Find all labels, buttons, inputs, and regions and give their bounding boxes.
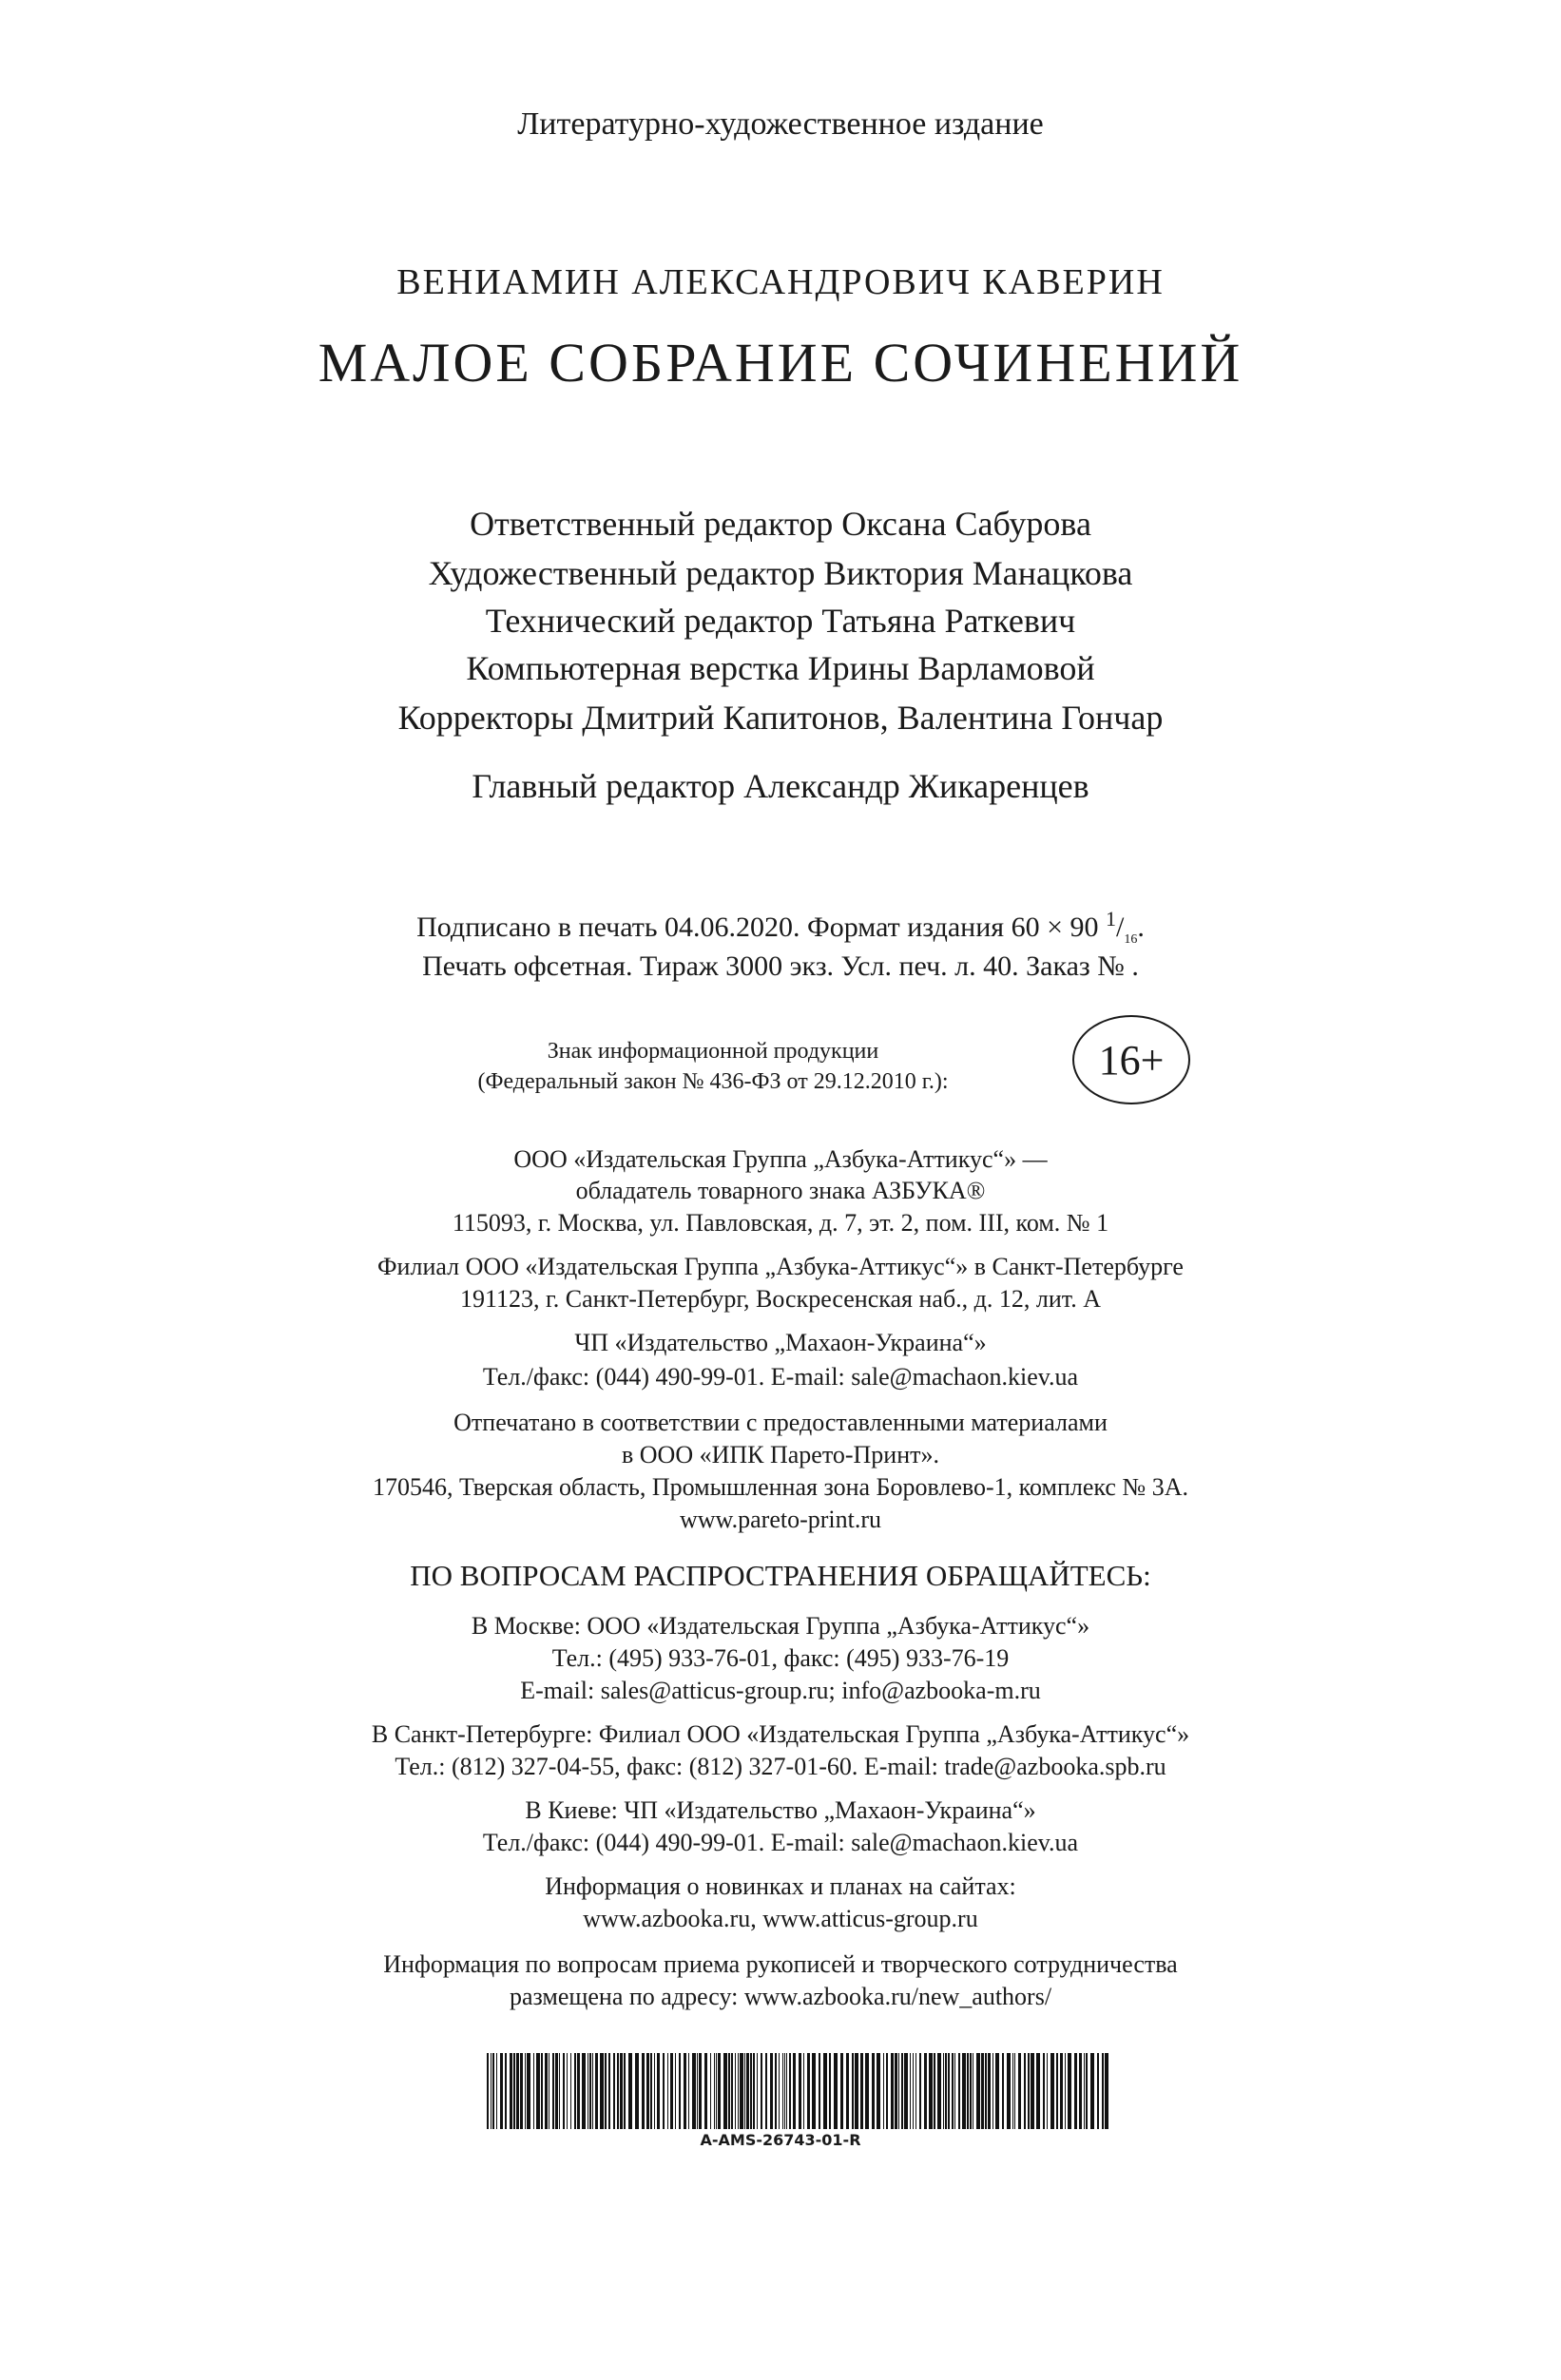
barcode-bar xyxy=(962,2053,966,2129)
barcode-bar xyxy=(675,2053,676,2129)
barcode-bar xyxy=(620,2053,623,2129)
barcode-bar xyxy=(934,2053,935,2129)
author-name: ВЕНИАМИН АЛЕКСАНДРОВИЧ КАВЕРИН xyxy=(396,262,1165,302)
imprint-line: 115093, г. Москва, ул. Павловская, д. 7, эт. 2, пом. III, ком. № 1 xyxy=(452,1209,1109,1237)
distribution-heading: ПО ВОПРОСАМ РАСПРОСТРАНЕНИЯ ОБРАЩАЙТЕСЬ: xyxy=(410,1559,1151,1592)
barcode-bar xyxy=(819,2053,820,2129)
barcode-bar xyxy=(608,2053,610,2129)
barcode-bar xyxy=(684,2053,686,2129)
barcode-bar xyxy=(1047,2053,1048,2129)
barcode-bar xyxy=(1090,2053,1094,2129)
barcode-bar xyxy=(1102,2053,1104,2129)
barcode-bar xyxy=(901,2053,903,2129)
print-info-text: Подписано в печать 04.06.2020. Формат издания 60 × 90 xyxy=(416,912,1099,943)
barcode-bar xyxy=(904,2053,908,2129)
distribution-line: Тел.: (812) 327-04-55, факс: (812) 327-01-60. E-mail: trade@azbooka.spb.ru xyxy=(395,1753,1166,1780)
barcode-bar xyxy=(872,2053,875,2129)
barcode-bar xyxy=(995,2053,999,2129)
age-label-text xyxy=(418,1036,1008,1097)
barcode-bar xyxy=(744,2053,745,2129)
barcode-bar xyxy=(852,2053,854,2129)
credit-line: Корректоры Дмитрий Капитонов, Валентина Гончар xyxy=(397,699,1164,737)
barcode-bar xyxy=(617,2053,619,2129)
barcode-bar xyxy=(915,2053,916,2129)
barcode-bar xyxy=(699,2053,702,2129)
barcode-bar xyxy=(527,2053,530,2129)
barcode-bar xyxy=(650,2053,652,2129)
barcode-bar xyxy=(723,2053,727,2129)
barcode-bar xyxy=(704,2053,707,2129)
barcode-bar xyxy=(945,2053,947,2129)
barcode-bar xyxy=(738,2053,739,2129)
barcode-bar xyxy=(1028,2053,1030,2129)
barcode-bar xyxy=(1002,2053,1004,2129)
barcode-bar xyxy=(541,2053,543,2129)
barcode-bar xyxy=(823,2053,827,2129)
barcode-bar xyxy=(582,2053,586,2129)
barcode-bar xyxy=(1031,2053,1034,2129)
barcode-bar xyxy=(1097,2053,1099,2129)
imprint-line: Тел./факс: (044) 490-99-01. E-mail: sale@machaon.kiev.ua xyxy=(482,1363,1079,1391)
barcode-bar xyxy=(697,2053,698,2129)
distribution-line: E-mail: sales@atticus-group.ru; info@azbooka-m.ru xyxy=(520,1677,1041,1704)
imprint-line: ЧП «Издательство „Махаон-Украина“» xyxy=(574,1329,987,1356)
barcode-bar xyxy=(663,2053,665,2129)
barcode-bar xyxy=(954,2053,955,2129)
barcode-bar xyxy=(1074,2053,1077,2129)
distribution-line: В Санкт-Петербурге: Филиал ООО «Издательская Группа „Азбука-Аттикус“» xyxy=(371,1720,1190,1748)
print-info-suffix: . xyxy=(1137,912,1145,943)
barcode-bar xyxy=(1024,2053,1026,2129)
age-label-line: (Федеральный закон № 436-ФЗ от 29.12.2010 г.): xyxy=(477,1069,949,1094)
barcode-bar xyxy=(958,2053,960,2129)
credit-line: Ответственный редактор Оксана Сабурова xyxy=(470,505,1091,543)
barcode-bar xyxy=(753,2053,755,2129)
barcode-bar xyxy=(1086,2053,1088,2129)
barcode-bar xyxy=(555,2053,558,2129)
barcode-bar xyxy=(860,2053,863,2129)
barcode-bar xyxy=(886,2053,888,2129)
barcode-bar xyxy=(919,2053,921,2129)
barcode-bar xyxy=(877,2053,880,2129)
barcode-bar xyxy=(1012,2053,1013,2129)
barcode-bar xyxy=(784,2053,785,2129)
distribution-line: Информация о новинках и планах на сайтах: xyxy=(545,1872,1016,1900)
barcode-bar xyxy=(765,2053,767,2129)
barcode-bar xyxy=(589,2053,591,2129)
barcode-bar xyxy=(500,2053,503,2129)
barcode-bar xyxy=(525,2053,526,2129)
age-rating-badge: 16+ xyxy=(1072,1015,1190,1104)
barcode-bar xyxy=(924,2053,927,2129)
barcode-bar xyxy=(840,2053,843,2129)
barcode-bar xyxy=(782,2053,783,2129)
barcode-bar xyxy=(628,2053,632,2129)
barcode-bar xyxy=(1084,2053,1085,2129)
barcode-bar xyxy=(516,2053,519,2129)
barcode-bar xyxy=(981,2053,984,2129)
edition-type: Литературно-художественное издание xyxy=(517,106,1044,142)
imprint-line: Отпечатано в соответствии с предоставленными материалами xyxy=(453,1409,1108,1436)
barcode-bar xyxy=(728,2053,730,2129)
barcode-bar xyxy=(563,2053,565,2129)
barcode-bar xyxy=(895,2053,897,2129)
barcode-bar xyxy=(492,2053,494,2129)
print-info-line2: Печать офсетная. Тираж 3000 экз. Усл. печ. л. 40. Заказ № . xyxy=(422,950,1139,982)
barcode-bar xyxy=(988,2053,991,2129)
barcode-bar xyxy=(735,2053,736,2129)
distribution-line: В Москве: ООО «Издательская Группа „Азбука-Аттикус“» xyxy=(471,1612,1090,1640)
barcode-bar xyxy=(496,2053,497,2129)
barcode-bar xyxy=(570,2053,571,2129)
barcode-bar xyxy=(948,2053,950,2129)
barcode-bar xyxy=(793,2053,796,2129)
barcode-bar xyxy=(807,2053,810,2129)
barcode-bar xyxy=(559,2053,560,2129)
barcode-bar xyxy=(750,2053,752,2129)
barcode-bar xyxy=(789,2053,791,2129)
barcode-bar xyxy=(567,2053,568,2129)
book-title: МАЛОЕ СОБРАНИЕ СОЧИНЕНИЙ xyxy=(318,332,1243,393)
format-fraction-denominator: 16 xyxy=(1124,932,1138,947)
distribution-line: Тел./факс: (044) 490-99-01. E-mail: sale@machaon.kiev.ua xyxy=(482,1829,1079,1856)
barcode-bar xyxy=(718,2053,721,2129)
distribution-line: В Киеве: ЧП «Издательство „Махаон-Украина“» xyxy=(525,1796,1036,1824)
credit-line: Художественный редактор Виктория Манацкова xyxy=(428,554,1133,592)
distribution-line: Информация по вопросам приема рукописей и творческого сотрудничества xyxy=(383,1950,1178,1978)
barcode-bar xyxy=(1007,2053,1011,2129)
barcode-bar xyxy=(646,2053,649,2129)
barcode-bar xyxy=(714,2053,715,2129)
barcode-bar xyxy=(533,2053,534,2129)
barcode-bar xyxy=(943,2053,944,2129)
barcode-bar xyxy=(891,2053,894,2129)
print-info-line1: Подписано в печать 04.06.2020. Формат издания 60 × 90 $^1/_{16}$. xyxy=(416,907,1145,947)
barcode-bar xyxy=(635,2053,639,2129)
barcode-bar xyxy=(710,2053,711,2129)
barcode-bar xyxy=(970,2053,972,2129)
imprint-line: обладатель товарного знака АЗБУКА® xyxy=(575,1177,986,1204)
barcode-bar xyxy=(803,2053,804,2129)
barcode-bar xyxy=(812,2053,816,2129)
barcode-bar xyxy=(1068,2053,1071,2129)
barcode-bar xyxy=(913,2053,914,2129)
barcode-bar xyxy=(757,2053,758,2129)
barcode-bar xyxy=(536,2053,540,2129)
barcode-bar xyxy=(716,2053,717,2129)
barcode-bar xyxy=(642,2053,645,2129)
barcode-bar xyxy=(520,2053,523,2129)
barcode-bar xyxy=(545,2053,548,2129)
imprint-line: в ООО «ИПК Парето-Принт». xyxy=(621,1441,939,1468)
barcode-bar xyxy=(976,2053,980,2129)
barcode-bar xyxy=(510,2053,512,2129)
credit-line: Технический редактор Татьяна Раткевич xyxy=(485,602,1076,640)
barcode-bar xyxy=(487,2053,489,2129)
imprint-line: Филиал ООО «Издательская Группа „Азбука-Аттикус“» в Санкт-Петербурге xyxy=(377,1253,1184,1280)
barcode-bar xyxy=(577,2053,580,2129)
barcode-bar xyxy=(667,2053,668,2129)
barcode-bar xyxy=(929,2053,933,2129)
barcode-bar xyxy=(746,2053,749,2129)
chief-editor-line: Главный редактор Александр Жикаренцев xyxy=(472,767,1089,805)
barcode-bar xyxy=(937,2053,941,2129)
barcode-bar xyxy=(595,2053,598,2129)
barcode-label: A-AMS-26743-01-R xyxy=(700,2131,861,2149)
barcode-bar xyxy=(552,2053,554,2129)
imprint-line: 191123, г. Санкт-Петербург, Воскресенская наб., д. 12, лит. А xyxy=(460,1285,1101,1313)
barcode-bar xyxy=(657,2053,660,2129)
barcode-bar xyxy=(1036,2053,1040,2129)
barcode-bar xyxy=(883,2053,884,2129)
barcode-bar xyxy=(1050,2053,1054,2129)
barcode-bar xyxy=(1014,2053,1015,2129)
barcode-bar xyxy=(898,2053,899,2129)
barcode-bar xyxy=(1079,2053,1082,2129)
barcode-bar xyxy=(731,2053,733,2129)
imprint-line: ООО «Издательская Группа „Азбука-Аттикус“» — xyxy=(513,1145,1048,1173)
credit-line: Компьютерная верстка Ирины Варламовой xyxy=(466,649,1095,687)
barcode xyxy=(487,2053,1114,2129)
barcode-bar xyxy=(513,2053,515,2129)
barcode-bar xyxy=(786,2053,787,2129)
distribution-line: размещена по адресу: www.azbooka.ru/new_authors/ xyxy=(509,1983,1052,2010)
barcode-bar xyxy=(605,2053,607,2129)
barcode-bar xyxy=(846,2053,849,2129)
barcode-bar xyxy=(670,2053,673,2129)
age-label-line: Знак информационной продукции xyxy=(547,1039,879,1064)
distribution-line: Тел.: (495) 933-76-01, факс: (495) 933-76-19 xyxy=(551,1644,1010,1672)
barcode-bar xyxy=(600,2053,604,2129)
barcode-bar xyxy=(679,2053,681,2129)
format-fraction-numerator: 1 xyxy=(1106,907,1117,931)
barcode-bar xyxy=(967,2053,969,2129)
barcode-bar xyxy=(985,2053,987,2129)
barcode-bar xyxy=(829,2053,831,2129)
barcode-bar xyxy=(855,2053,858,2129)
barcode-bar xyxy=(1065,2053,1066,2129)
barcode-bar xyxy=(574,2053,576,2129)
barcode-bar xyxy=(770,2053,773,2129)
barcode-bar xyxy=(779,2053,780,2129)
barcode-bar xyxy=(1105,2053,1108,2129)
barcode-bar xyxy=(775,2053,777,2129)
barcode-bar xyxy=(865,2053,869,2129)
barcode-bar xyxy=(992,2053,993,2129)
barcode-bar xyxy=(688,2053,689,2129)
barcode-bar xyxy=(505,2053,507,2129)
distribution-line: www.azbooka.ru, www.atticus-group.ru xyxy=(583,1905,978,1932)
barcode-bar xyxy=(1043,2053,1045,2129)
barcode-bar xyxy=(799,2053,801,2129)
barcode-bar xyxy=(952,2053,954,2129)
barcode-bar xyxy=(624,2053,626,2129)
barcode-bar xyxy=(1060,2053,1063,2129)
barcode-bar xyxy=(692,2053,696,2129)
barcode-bar xyxy=(1056,2053,1058,2129)
barcode-bar xyxy=(613,2053,615,2129)
barcode-bar xyxy=(592,2053,593,2129)
imprint-line: www.pareto-print.ru xyxy=(679,1506,882,1533)
barcode-bar xyxy=(910,2053,911,2129)
barcode-bar xyxy=(761,2053,762,2129)
barcode-bar xyxy=(834,2053,838,2129)
imprint-line: 170546, Тверская область, Промышленная зона Боровлево-1, комплекс № 3А. xyxy=(373,1473,1188,1501)
barcode-bar xyxy=(1018,2053,1021,2129)
barcode-bar xyxy=(654,2053,655,2129)
barcode-bar xyxy=(740,2053,743,2129)
